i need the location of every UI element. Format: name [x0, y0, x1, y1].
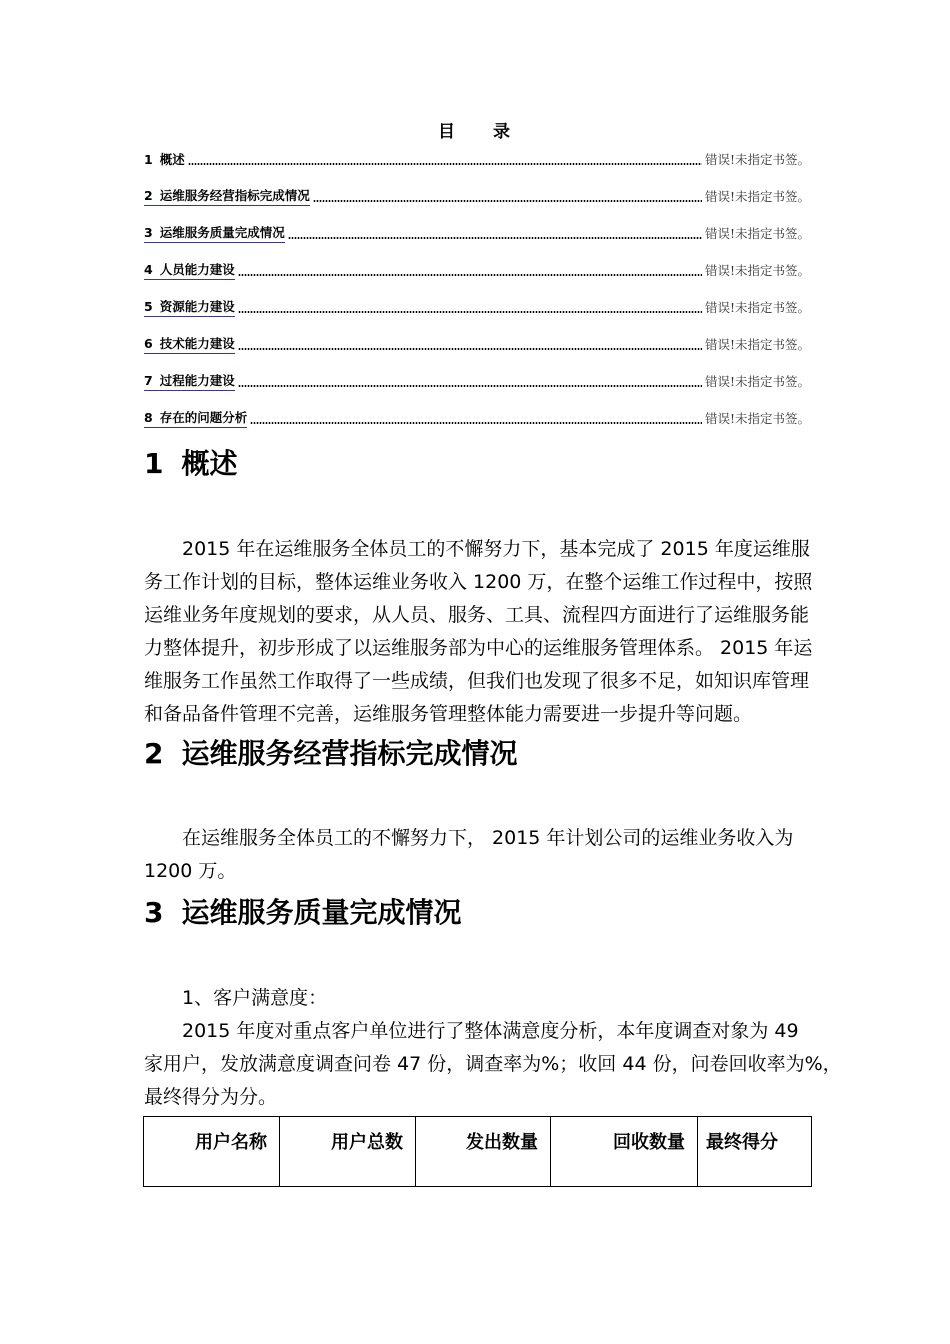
- body-line: 维服务工作虽然工作取得了一些成绩，但我们也发现了很多不足，如知识库管理: [144, 670, 810, 692]
- toc-entry-8[interactable]: [144, 410, 810, 428]
- table-header-row: [144, 1117, 812, 1187]
- toc-title: [0, 117, 950, 142]
- section-1-heading: 1 概述: [144, 447, 238, 480]
- body-line: 最终得分为分。: [144, 1086, 278, 1108]
- body-line: 运维业务年度规划的要求，从人员、服务、工具、流程四方面进行了运维服务能: [144, 604, 810, 626]
- body-line: 务工作计划的目标，整体运维业务收入 1200 万，在整个运维工作过程中，按照: [144, 571, 813, 593]
- body-line: 2015 年度对重点客户单位进行了整体满意度分析，本年度调查对象为 49: [182, 1020, 799, 1042]
- toc-entry-5[interactable]: [144, 299, 810, 317]
- toc-page-ref: 错误!未指定书签。: [704, 337, 810, 352]
- toc-page-ref: 错误!未指定书签。: [704, 411, 810, 426]
- toc-title-char: 目: [438, 122, 457, 142]
- table-header-cell: 最终得分: [698, 1117, 812, 1187]
- toc-leader: [188, 163, 702, 165]
- toc-entry-label: 5 资源能力建设: [144, 298, 235, 317]
- body-line: 和备品备件管理不完善，运维服务管理整体能力需要进一步提升等问题。: [144, 703, 753, 725]
- toc-entry-label: 3 运维服务质量完成情况: [144, 224, 285, 243]
- body-line: 家用户，发放满意度调查问卷 47 份，调查率为%；收回 44 份，问卷回收率为%，: [144, 1053, 842, 1075]
- body-line: 力整体提升，初步形成了以运维服务部为中心的运维服务管理体系。 2015 年运: [144, 637, 813, 659]
- toc-page-ref: 错误!未指定书签。: [704, 189, 810, 204]
- toc-entry-4[interactable]: [144, 262, 810, 280]
- toc-leader: [313, 200, 702, 202]
- toc-page-ref: 错误!未指定书签。: [704, 374, 810, 389]
- toc-entry-1[interactable]: [144, 151, 810, 169]
- table-header-cell: 用户总数: [280, 1117, 416, 1187]
- section-2-heading: 2 运维服务经营指标完成情况: [144, 737, 518, 770]
- toc-page-ref: 错误!未指定书签。: [704, 263, 810, 278]
- body-line: 1200 万。: [144, 860, 237, 882]
- toc-page-ref: 错误!未指定书签。: [704, 226, 810, 241]
- body-line: 2015 年在运维服务全体员工的不懈努力下，基本完成了 2015 年度运维服: [182, 538, 810, 560]
- toc-page-ref: 错误!未指定书签。: [704, 300, 810, 315]
- body-line: 1、客户满意度：: [182, 987, 328, 1009]
- section-1-body: [144, 533, 813, 731]
- toc-entry-2[interactable]: [144, 188, 810, 206]
- toc-leader: [250, 422, 702, 424]
- section-3-body: [144, 982, 842, 1114]
- toc-entry-label: 7 过程能力建设: [144, 372, 235, 391]
- toc-entry-3[interactable]: [144, 225, 810, 243]
- table-header-cell: 回收数量: [551, 1117, 698, 1187]
- toc-title-char: 录: [493, 122, 512, 142]
- section-2-body: [144, 822, 810, 888]
- toc-entry-label: 4 人员能力建设: [144, 261, 235, 280]
- toc-entry-label: 2 运维服务经营指标完成情况: [144, 187, 310, 206]
- section-3-heading: 3 运维服务质量完成情况: [144, 896, 462, 929]
- toc-entry-label: 1 概述: [144, 152, 185, 167]
- toc-leader: [238, 274, 702, 276]
- toc-entry-6[interactable]: [144, 336, 810, 354]
- table-header-cell: 发出数量: [416, 1117, 551, 1187]
- toc-entry-label: 8 存在的问题分析: [144, 409, 247, 428]
- toc-entry-label: 6 技术能力建设: [144, 335, 235, 354]
- toc-entry-7[interactable]: [144, 373, 810, 391]
- toc-leader: [288, 237, 702, 239]
- toc-leader: [238, 385, 702, 387]
- toc-page-ref: 错误!未指定书签。: [704, 152, 810, 167]
- toc-leader: [238, 348, 702, 350]
- table-header-cell: 用户名称: [144, 1117, 280, 1187]
- body-line: 在运维服务全体员工的不懈努力下， 2015 年计划公司的运维业务收入为: [182, 827, 794, 849]
- toc-leader: [238, 311, 702, 313]
- satisfaction-table: [143, 1116, 812, 1187]
